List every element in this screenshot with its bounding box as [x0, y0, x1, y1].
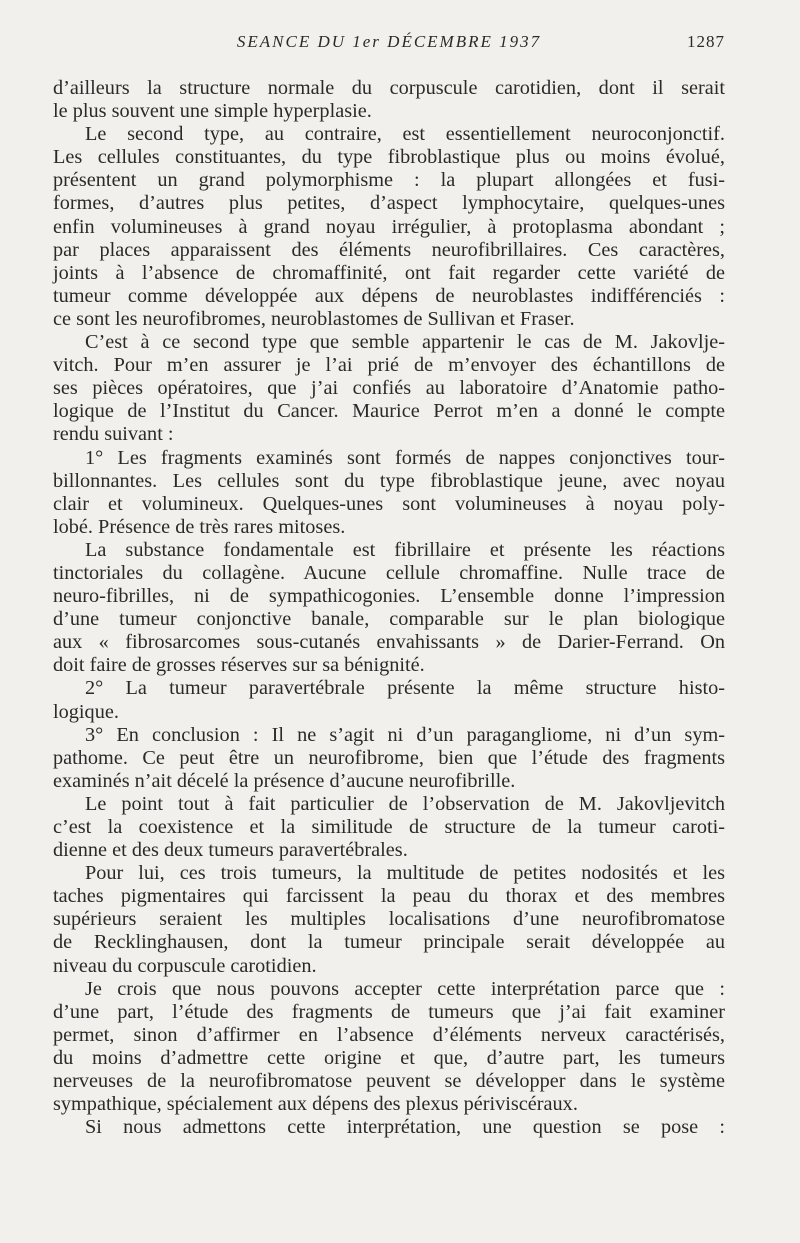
- text-line: Les cellules constituantes, du type fibroblastique plus ou moins évolué,: [53, 146, 725, 169]
- text-line: c’est la coexistence et la similitude de structure de la tumeur caroti-: [53, 816, 725, 838]
- text-line: de Recklinghausen, dont la tumeur principale serait développée au: [53, 931, 725, 954]
- text-line: Le point tout à fait particulier de l’observation de M. Jakovljevitch: [85, 792, 725, 815]
- text-line: logique.: [53, 700, 119, 723]
- running-title: SEANCE DU 1er DÉCEMBRE 1937: [236, 32, 542, 51]
- text-line: enfin volumineuses à grand noyau irrégulier, à protoplasma abondant ;: [53, 215, 725, 238]
- paragraph: [53, 539, 725, 678]
- text-line: rendu suivant :: [53, 423, 174, 446]
- paragraph: [53, 77, 725, 123]
- page-header: [53, 32, 725, 60]
- text-line: ce sont les neurofibromes, neuroblastomes de Sullivan et Fraser.: [53, 307, 575, 330]
- text-line: Je crois que nous pouvons accepter cette interprétation parce que :: [85, 977, 725, 1000]
- text-line: logique de l’Institut du Cancer. Maurice Perrot m’en a donné le compte: [53, 400, 725, 423]
- text-line: vitch. Pour m’en assurer je l’ai prié de m’envoyer des échantillons de: [53, 354, 725, 377]
- text-line: sympathique, spécialement aux dépens des plexus périviscéraux.: [53, 1093, 578, 1116]
- text-line: neuro-fibrilles, ni de sympathicogonies. L’ensemble donne l’impression: [53, 585, 725, 608]
- paragraph: [53, 447, 725, 539]
- text-line: d’une tumeur conjonctive banale, comparable sur le plan biologique: [53, 608, 725, 631]
- paragraph: [53, 978, 725, 1117]
- text-line: aux « fibrosarcomes sous-cutanés envahissants » de Darier-Ferrand. On: [53, 631, 725, 654]
- text-line: 3° En conclusion : Il ne s’agit ni d’un paragangliome, ni d’un sym-: [85, 723, 725, 746]
- text-line: permet, sinon d’affirmer en l’absence d’éléments nerveux caractérisés,: [53, 1023, 725, 1046]
- text-line: doit faire de grosses réserves sur sa bénignité.: [53, 654, 425, 677]
- text-line: le plus souvent une simple hyperplasie.: [53, 100, 372, 123]
- text-line: 2° La tumeur paravertébrale présente la même structure histo-: [85, 677, 725, 700]
- text-line: Si nous admettons cette interprétation, une question se pose :: [85, 1116, 725, 1139]
- body-text: [53, 77, 725, 1139]
- paragraph: [53, 123, 725, 331]
- text-line: supérieurs seraient les multiples localisations d’une neurofibromatose: [53, 908, 725, 931]
- text-line: examinés n’ait décelé la présence d’aucune neurofibrille.: [53, 769, 516, 792]
- text-line: C’est à ce second type que semble appartenir le cas de M. Jakovlje-: [85, 331, 725, 354]
- text-line: joints à l’absence de chromaffinité, ont fait regarder cette variété de: [53, 261, 725, 284]
- text-line: 1° Les fragments examinés sont formés de nappes conjonctives tour-: [85, 446, 725, 469]
- paragraph: [53, 862, 725, 977]
- text-line: La substance fondamentale est fibrillaire et présente les réactions: [85, 538, 725, 561]
- text-line: lobé. Présence de très rares mitoses.: [53, 515, 346, 538]
- paragraph: [53, 331, 725, 446]
- text-line: tinctoriales du collagène. Aucune cellule chromaffine. Nulle trace de: [53, 561, 725, 584]
- text-line: taches pigmentaires qui farcissent la peau du thorax et des membres: [53, 885, 725, 908]
- text-line: présentent un grand polymorphisme : la plupart allongées et fusi-: [53, 169, 725, 192]
- text-line: Pour lui, ces trois tumeurs, la multitude de petites nodosités et les: [85, 862, 725, 885]
- text-line: d’une part, l’étude des fragments de tumeurs que j’ai fait examiner: [53, 1000, 725, 1023]
- text-line: d’ailleurs la structure normale du corpuscule carotidien, dont il serait: [53, 77, 725, 99]
- text-line: Le second type, au contraire, est essentiellement neuroconjonctif.: [85, 123, 725, 146]
- paragraph: [53, 793, 725, 862]
- text-line: tumeur comme développée aux dépens de neuroblastes indifférenciés :: [53, 284, 725, 307]
- text-line: ses pièces opératoires, que j’ai confiés au laboratoire d’Anatomie patho-: [53, 377, 725, 400]
- paragraph: [53, 677, 725, 723]
- page-number: 1287: [687, 32, 725, 51]
- text-line: clair et volumineux. Quelques-unes sont volumineuses à noyau poly-: [53, 492, 725, 515]
- text-line: formes, d’autres plus petites, d’aspect lymphocytaire, quelques-unes: [53, 192, 725, 215]
- text-line: du moins d’admettre cette origine et que, d’autre part, les tumeurs: [53, 1046, 725, 1069]
- text-line: billonnantes. Les cellules sont du type fibroblastique jeune, avec noyau: [53, 469, 725, 492]
- paragraph: [53, 724, 725, 793]
- text-line: par places apparaissent des éléments neurofibrillaires. Ces caractères,: [53, 238, 725, 261]
- paragraph: [53, 1116, 725, 1139]
- text-line: niveau du corpuscule carotidien.: [53, 954, 317, 977]
- text-line: nerveuses de la neurofibromatose peuvent se développer dans le système: [53, 1070, 725, 1093]
- text-line: dienne et des deux tumeurs paravertébrales.: [53, 839, 408, 862]
- text-line: pathome. Ce peut être un neurofibrome, bien que l’étude des fragments: [53, 746, 725, 769]
